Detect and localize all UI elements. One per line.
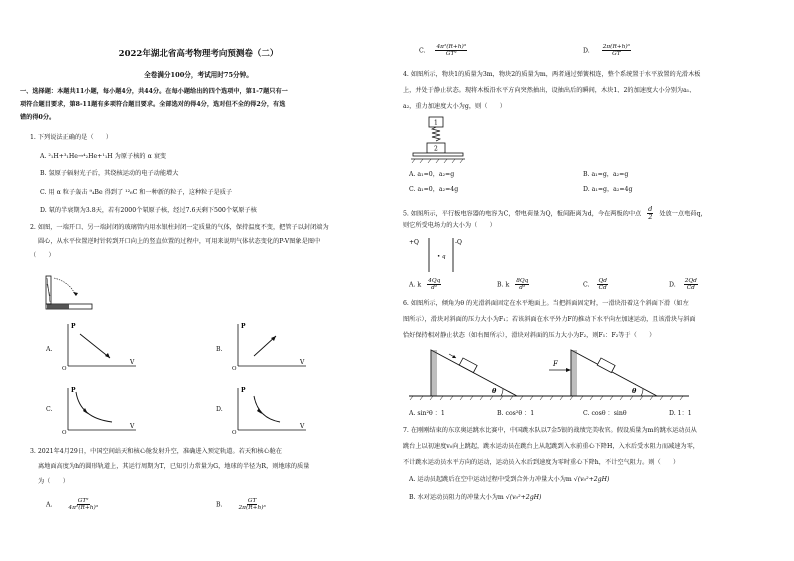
q7-option-a — [409, 476, 609, 485]
graph-c-p-label: P — [71, 387, 76, 394]
graph-b-p-label: P — [241, 323, 246, 330]
plus-q-label: +Q — [409, 239, 419, 246]
q3-option-b-fraction — [238, 498, 265, 512]
capacitor-figure — [407, 234, 477, 276]
exam-title: 2022年湖北省高考物理考向预测卷（二） — [118, 49, 279, 59]
pv-graph-c — [62, 384, 142, 436]
tube-figure — [40, 262, 100, 314]
q5-line1b-text: 处放一点电荷q， — [659, 210, 707, 218]
q5-option-a-label: A. k — [409, 281, 422, 289]
block-1-label: 1 — [434, 119, 438, 127]
q4-line2: 上，并处于静止状态。现将木板沿水平方向突然抽出，设抽出后的瞬间，木块1、2的加速度大小分别为a₁、 — [403, 87, 696, 94]
q7-line3: 不计跳水运动员水平方向的运动，运动员入水后到速度为零时重心下降h，不计空气阻力。则（ ） — [403, 459, 680, 466]
q7-option-b — [409, 494, 541, 503]
q4-line1: 4. 如图所示，物块1的质量为3m，物块2的质量为m，两者通过弹簧相连，整个系统置于水平放置的光滑木板 — [403, 71, 701, 78]
q1-option-b: B. 氢原子辐射光子后，其绕核运动的电子动能增大 — [40, 170, 179, 177]
q4-line3: a₂，重力加速度大小为g，则（ ） — [403, 103, 506, 110]
q6-option-a: A. sin²θ ：1 — [409, 410, 445, 417]
q5-option-b-fraction — [515, 278, 529, 292]
pv-graph-d — [232, 384, 312, 436]
pv-graph-a — [62, 320, 142, 372]
q5-option-c-fraction — [597, 278, 607, 292]
graph-c-v-label: V — [130, 423, 135, 430]
q3-b-denominator: 2π(R+h)³ — [238, 505, 266, 512]
q1-option-a: A. ²₁H+³₁He→⁴₂He+¹₁H 为原子核的 α 衰变 — [40, 153, 167, 160]
q3-a-denominator: 4π²(R+h)³ — [68, 505, 99, 512]
graph-d-p-label: P — [241, 387, 246, 394]
q5-c-denominator: Cd — [598, 285, 607, 292]
q5-option-c — [583, 278, 608, 292]
q7-option-a-text: A. 运动员起跳后在空中运动过程中受到合外力冲量大小为m — [409, 476, 572, 483]
q2-origin-d: O — [232, 430, 237, 436]
q6-option-b: B. cos²θ ：1 — [497, 410, 535, 417]
section1-line3: 错的得0分。 — [20, 114, 56, 121]
block-2-label: 2 — [434, 145, 438, 153]
q3-option-a-label: A. — [46, 501, 53, 509]
q3-option-b — [216, 498, 266, 512]
q5-line1 — [403, 206, 707, 222]
q7-option-a-root: √(v₀²+2gH) — [573, 476, 610, 483]
q5-half-distance-fraction — [647, 206, 653, 222]
q2-line3: （ ） — [30, 252, 55, 259]
q4-option-d: D. a₁=g，a₂=4g — [583, 186, 633, 193]
q2-option-b: B. — [216, 346, 223, 353]
q7-option-b-root: √(v₀²+2gH) — [505, 494, 542, 501]
q3-option-d-fraction — [602, 44, 631, 58]
q5-line2: 则它所受电场力的大小为（ ） — [403, 222, 496, 229]
q5-option-a — [409, 278, 441, 292]
q5-option-b — [497, 278, 529, 292]
q5-option-d-label: D. — [669, 281, 676, 289]
q5-half-numerator: d — [648, 205, 653, 213]
q5-b-numerator: 8Qq — [516, 278, 529, 284]
section1-line2: 项符合题目要求，第8-11题有多项符合题目要求。全部选对的得4分，选对但不全的得2分，有选 — [20, 101, 286, 108]
q1-stem: 1. 下列说法正确的是（ ） — [30, 134, 113, 141]
q5-option-b-label: B. k — [497, 281, 510, 289]
q3-d-denominator: GT — [612, 51, 621, 58]
q3-line3: 为（ ） — [38, 478, 69, 485]
graph-a-p-label: P — [71, 323, 76, 330]
q2-origin-b: O — [232, 366, 237, 372]
q5-option-a-fraction — [427, 278, 441, 292]
q3-b-numerator: GT — [247, 498, 257, 504]
q6-line3: 恰好保持相对静止状态（如右图所示），滑块对斜面的压力大小为F₂，则F₁：F₂等于（ ） — [403, 332, 656, 339]
right-theta-label: θ — [632, 387, 637, 395]
q5-a-denominator: d² — [431, 285, 438, 292]
q7-line1: 7. 在刚刚结束的东京奥运跳水比赛中，中国跳水队以7金5银的战绩完美收官。假设质量为m的跳水运动员从 — [403, 427, 697, 434]
q3-c-numerator: 4π²(R+h)³ — [436, 44, 467, 50]
q5-option-d — [669, 278, 698, 292]
q4-option-b: B. a₁=g，a₂=g — [583, 171, 629, 178]
q2-line1: 2. 如图，一端开口、另一端封闭的玻璃管内用水银柱封闭一定质量的气体，保持温度不变，把管子以封闭端为 — [30, 224, 329, 231]
q3-option-c-fraction — [435, 44, 467, 58]
graph-d-v-label: V — [300, 423, 305, 430]
pv-graph-b — [232, 320, 312, 372]
q2-option-d: D. — [216, 406, 223, 413]
q3-option-d-label: D. — [583, 47, 590, 55]
q5-option-c-label: C. — [583, 281, 590, 289]
q5-d-numerator: 2Qd — [684, 278, 697, 284]
left-theta-label: θ — [492, 387, 497, 395]
spring-blocks-figure — [409, 114, 469, 164]
q2-option-a: A. — [46, 346, 53, 353]
q5-half-denominator: 2 — [648, 213, 653, 222]
incline-fixed-figure — [409, 344, 549, 404]
q2-line2: 圆心，从水平位置逆时针转到开口向上的竖直位置的过程中，可用来说明气体状态变化的P-V图象是图中 — [38, 238, 321, 245]
q5-c-numerator: Qd — [598, 278, 607, 284]
q3-option-b-label: B. — [216, 501, 223, 509]
q2-origin-c: O — [62, 430, 67, 436]
q6-line1: 6. 如图所示，倾角为θ 的光滑斜面固定在水平地面上。当把斜面固定时，一滑块沿着这个斜面下滑（如左 — [403, 300, 689, 307]
q5-a-numerator: 4Qq — [428, 278, 441, 284]
q4-option-c: C. a₁=0，a₂=4g — [409, 186, 459, 193]
q3-option-a — [46, 498, 98, 512]
q3-option-c — [419, 44, 467, 58]
q1-option-c: C. 用 α 粒子轰击 ⁹₄Be 得到了 ¹²₆C 和一种新的粒子，这种粒子是质子 — [40, 189, 233, 196]
q3-a-numerator: GT² — [77, 498, 89, 504]
q5-option-d-fraction — [684, 278, 698, 292]
q5-d-denominator: Cd — [686, 285, 695, 292]
q3-line1: 3. 2021年4月29日，中国空间站天和核心舱发射升空，准确进入预定轨道。若天和核心舱在 — [30, 448, 282, 455]
q7-line2: 跳台上以初速度v₀向上跳起，跳水运动员在跳台上从起跳到入水前重心下降H，入水后受水阻力而减速为零， — [403, 443, 699, 450]
q3-c-denominator: GT² — [445, 51, 457, 58]
q6-line2: 图所示），滑块对斜面的压力大小为F₁；若该斜面在水平外力F的推动下水平向左加速运动，且该滑块与斜面 — [403, 316, 696, 323]
q6-option-d: D. 1：1 — [669, 410, 692, 417]
push-force-label: F — [553, 360, 558, 368]
q5-line1-text: 5. 如图所示，平行板电容器的电容为C，带电荷量为Q，板间距离为d，今在两板的中点 — [403, 210, 642, 218]
q4-option-a: A. a₁=0，a₂=g — [409, 171, 455, 178]
graph-a-v-label: V — [130, 359, 135, 366]
point-charge-label: • q — [437, 254, 446, 260]
q1-option-d: D. 氡的半衰期为3.8天，若有2000个氡原子核，经过7.6天剩下500个氡原子核 — [40, 207, 257, 214]
graph-b-v-label: V — [300, 359, 305, 366]
q3-d-numerator: 2π(R+h)³ — [602, 44, 630, 50]
q3-option-d — [583, 44, 631, 58]
exam-subtitle: 全卷满分100分，考试用时75分钟。 — [144, 71, 253, 79]
section1-line1: 一、选择题：本题共11小题，每小题4分，共44分。在每小题给出的四个选项中，第1-7题只有一 — [20, 88, 288, 95]
q2-option-c: C. — [46, 406, 53, 413]
incline-pushed-figure — [549, 344, 689, 404]
q3-option-c-label: C. — [419, 47, 426, 55]
q7-option-b-text: B. 水对运动员阻力的冲量大小为m — [409, 494, 504, 501]
q6-option-c: C. cosθ ：sinθ — [583, 410, 627, 417]
q2-origin-a: O — [62, 366, 67, 372]
q3-option-a-fraction — [68, 498, 98, 512]
q3-line2: 离地面高度为h的圆形轨道上，其运行周期为T，已知引力常量为G，地球的半径为R，则地球的质量 — [38, 463, 310, 470]
q5-b-denominator: d² — [519, 285, 526, 292]
minus-q-label: -Q — [455, 239, 462, 246]
